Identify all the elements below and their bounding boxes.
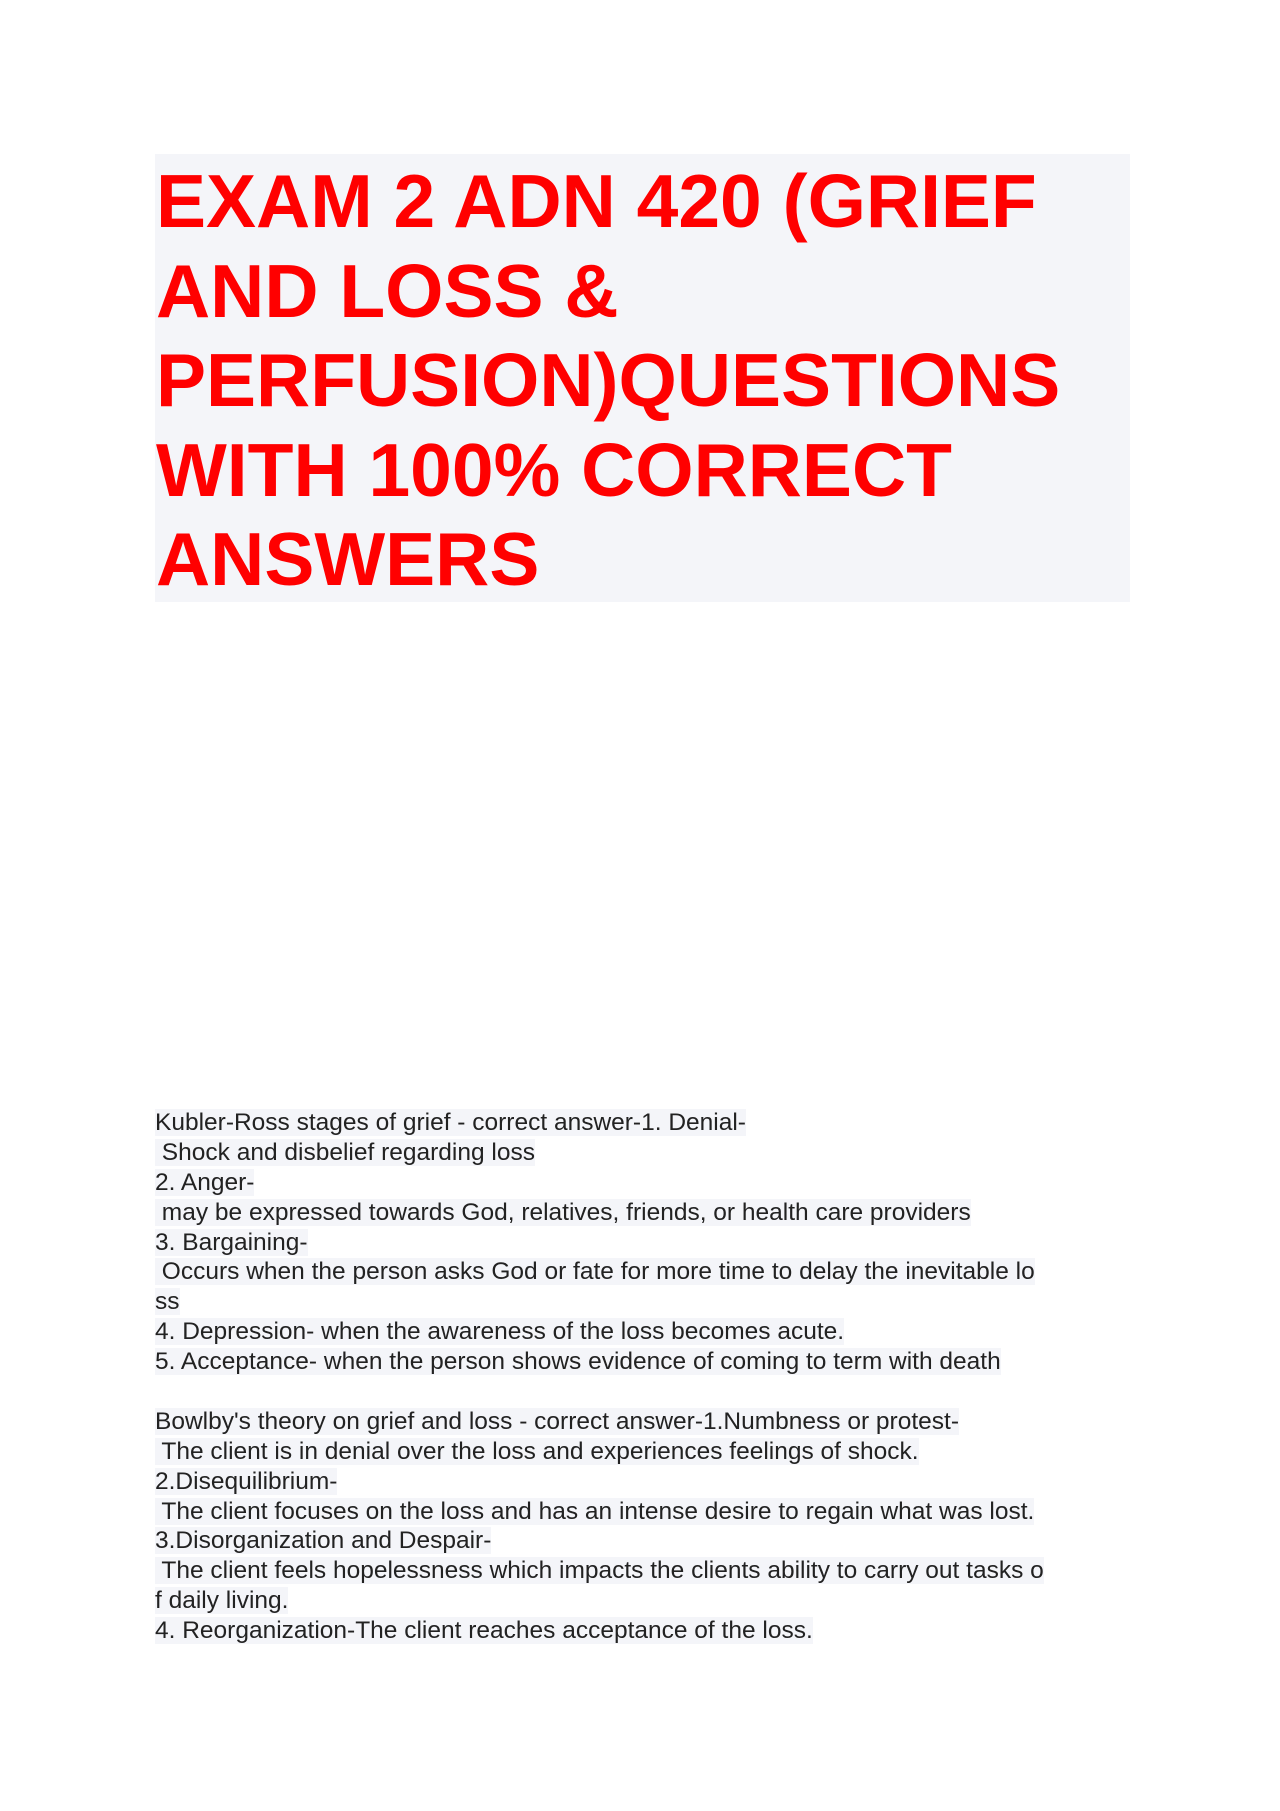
text-line-content: Shock and disbelief regarding loss (155, 1138, 535, 1166)
text-line-content: 2. Anger- (155, 1168, 255, 1196)
text-line-content: Kubler-Ross stages of grief - correct answer-1. Denial- (155, 1109, 746, 1136)
kubler-ross-section (155, 1108, 1135, 1377)
text-line-content: 2.Disequilibrium- (155, 1467, 338, 1495)
text-line-content: Bowlby's theory on grief and loss - correct answer-1.Numbness or protest- (155, 1407, 959, 1435)
text-line-content: The client feels hopelessness which impacts the clients ability to carry out tasks o (155, 1557, 1044, 1585)
text-line (155, 1526, 1135, 1556)
text-line (155, 1257, 1135, 1287)
text-line (155, 1347, 1135, 1377)
text-line-content: The client focuses on the loss and has an intense desire to regain what was lost. (155, 1497, 1035, 1525)
text-line (155, 1467, 1135, 1497)
text-line-content: 5. Acceptance- when the person shows evidence of coming to term with death (155, 1348, 1001, 1376)
document-body (155, 1108, 1135, 1646)
text-line (155, 1108, 1135, 1138)
title-line-5: ANSWERS (156, 517, 540, 601)
text-line (155, 1168, 1135, 1198)
text-line (155, 1616, 1135, 1646)
text-line (155, 1317, 1135, 1347)
bowlby-section (155, 1407, 1135, 1646)
text-line (155, 1407, 1135, 1437)
text-line-content: 3.Disorganization and Despair- (155, 1527, 492, 1555)
text-line (155, 1138, 1135, 1168)
text-line (155, 1228, 1135, 1258)
title-line-4: WITH 100% CORRECT (156, 427, 952, 512)
text-line-content: The client is in denial over the loss and experiences feelings of shock. (155, 1437, 919, 1465)
title-line-1: EXAM 2 ADN 420 (GRIEF (156, 159, 1037, 243)
text-line (155, 1556, 1135, 1586)
text-line (155, 1497, 1135, 1527)
text-line-content: ss (155, 1288, 180, 1316)
title-line-2: AND LOSS & (156, 248, 619, 333)
text-line-content: 3. Bargaining- (155, 1228, 308, 1256)
paragraph-gap (155, 1377, 1135, 1407)
text-line (155, 1586, 1135, 1616)
document-title (155, 154, 1130, 602)
title-line-3: PERFUSION)QUESTIONS (156, 338, 1061, 422)
text-line (155, 1437, 1135, 1467)
text-line-content: f daily living. (155, 1587, 289, 1615)
text-line-content: Occurs when the person asks God or fate for more time to delay the inevitable lo (155, 1258, 1035, 1286)
text-line-content: 4. Depression- when the awareness of the loss becomes acute. (155, 1318, 845, 1346)
text-line-content: may be expressed towards God, relatives, friends, or health care providers (155, 1198, 971, 1226)
text-line (155, 1287, 1135, 1317)
text-line (155, 1198, 1135, 1228)
text-line-content: 4. Reorganization-The client reaches acceptance of the loss. (155, 1617, 813, 1645)
